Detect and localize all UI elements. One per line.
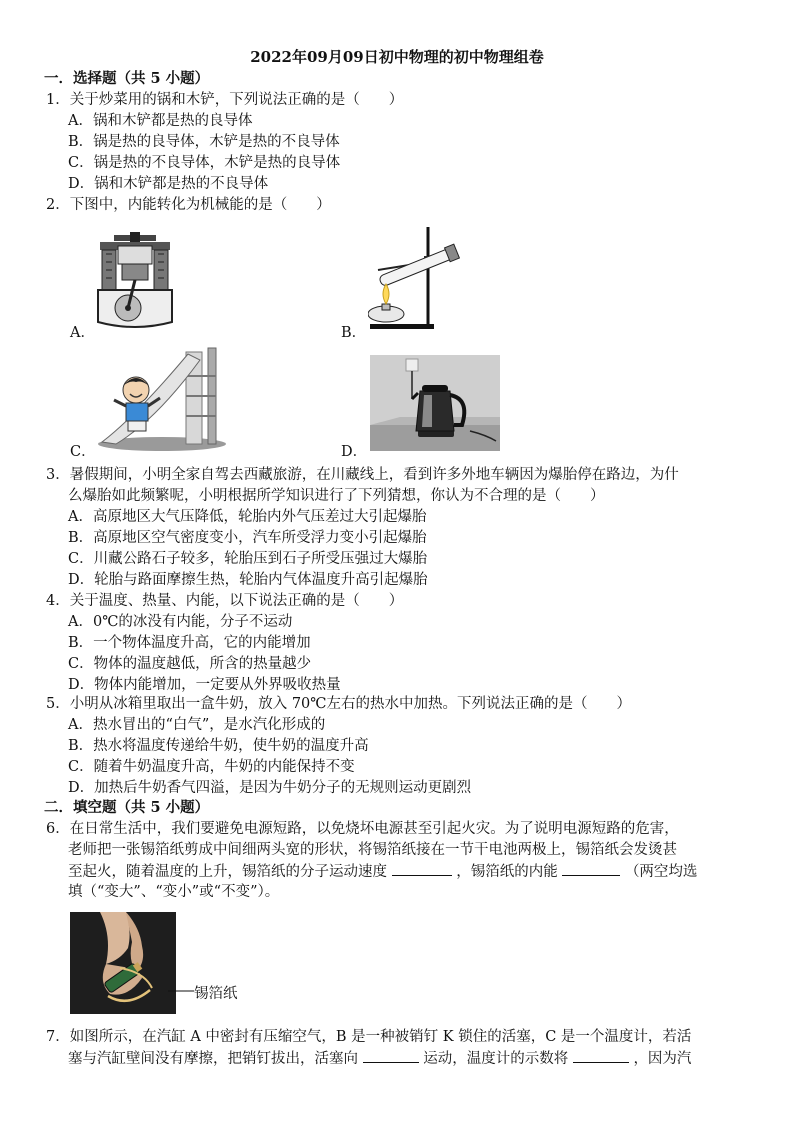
q3-stem-line2: 么爆胎如此频繁呢，小明根据所学知识进行了下列猜想，你认为不合理的是（ ）: [68, 488, 605, 504]
q3-option-a: A．高原地区大气压降低，轮胎内外气压差过大引起爆胎: [68, 509, 427, 525]
q4-option-c: C．物体的温度越低，所含的热量越少: [68, 656, 312, 672]
section-fill-heading: 二．填空题（共 5 小题）: [44, 799, 210, 816]
q2-label-b: B．: [341, 325, 367, 341]
q1-option-b: B．锅是热的良导体，木铲是热的不良导体: [68, 134, 340, 150]
engine-cylinder-figure: [92, 232, 178, 330]
q3-option-b: B．高原地区空气密度变小，汽车所受浮力变小引起爆胎: [68, 530, 427, 546]
tin-foil-battery-photo: [70, 912, 176, 1014]
q7-line2: [68, 1048, 691, 1069]
slide-child-figure: [96, 346, 230, 452]
q2-label-c: C．: [70, 444, 96, 460]
q4-option-d: D．物体内能增加，一定要从外界吸收热量: [68, 677, 341, 693]
q7-line2-part1: 塞与汽缸壁间没有摩擦，把销钉拔出，活塞向: [68, 1051, 358, 1067]
q6-line3-part1: 至起火，随着温度的上升，锡箔纸的分子运动速度: [68, 864, 387, 880]
q6-blank-1[interactable]: [392, 861, 452, 876]
q3-option-d: D．轮胎与路面摩擦生热，轮胎内气体温度升高引起爆胎: [68, 572, 428, 588]
q5-option-b: B．热水将温度传递给牛奶，使牛奶的温度升高: [68, 738, 369, 754]
q2-stem: 2．下图中，内能转化为机械能的是（ ）: [46, 197, 331, 213]
q6-line1: 6．在日常生活中，我们要避免电源短路，以免烧坏电源甚至引起火灾。为了说明电源短路的危害，: [46, 821, 679, 837]
tin-foil-label: 锡箔纸: [194, 986, 238, 1002]
test-tube-stand-figure: [368, 222, 468, 332]
q6-line3: [68, 861, 697, 882]
q4-option-a: A．0℃的冰没有内能，分子不运动: [68, 614, 293, 630]
q7-line1: 7．如图所示，在汽缸 A 中密封有压缩空气，B 是一种被销钉 K 锁住的活塞，C 是一个温度计，若活: [46, 1029, 692, 1045]
q7-line2-part3: ，因为汽: [633, 1051, 692, 1067]
q7-blank-2[interactable]: [573, 1048, 629, 1063]
q3-option-c: C．川藏公路石子较多，轮胎压到石子所受压强过大爆胎: [68, 551, 428, 567]
q5-option-c: C．随着牛奶温度升高，牛奶的内能保持不变: [68, 759, 355, 775]
q6-line2: 老师把一张锡箔纸剪成中间细两头宽的形状，将锡箔纸接在一节干电池两极上，锡箔纸会发烫甚: [68, 842, 677, 858]
q5-option-a: A．热水冒出的“白气”，是水汽化形成的: [68, 717, 326, 733]
q1-option-a: A．锅和木铲都是热的良导体: [68, 113, 253, 129]
page-title: 2022年09月09日初中物理的初中物理组卷: [250, 48, 544, 66]
q1-option-c: C．锅是热的不良导体，木铲是热的良导体: [68, 155, 341, 171]
q6-blank-2[interactable]: [562, 861, 620, 876]
q4-option-b: B．一个物体温度升高，它的内能增加: [68, 635, 311, 651]
q5-stem: 5．小明从冰箱里取出一盒牛奶，放入 70℃左右的热水中加热。下列说法正确的是（ ）: [46, 696, 632, 712]
q2-label-d: D．: [341, 444, 368, 460]
q7-line2-part2: 运动，温度计的示数将: [423, 1051, 569, 1067]
electric-kettle-photo: [370, 355, 500, 451]
q1-stem: 1．关于炒菜用的锅和木铲，下列说法正确的是（ ）: [46, 92, 404, 108]
q1-option-d: D．锅和木铲都是热的不良导体: [68, 176, 269, 192]
section-choice-heading: 一．选择题（共 5 小题）: [44, 70, 210, 87]
tin-foil-pointer-line: [168, 988, 194, 994]
q4-stem: 4．关于温度、热量、内能，以下说法正确的是（ ）: [46, 593, 404, 609]
q2-label-a: A．: [70, 325, 95, 341]
q3-stem-line1: 3．暑假期间，小明全家自驾去西藏旅游，在川藏线上，看到许多外地车辆因为爆胎停在路边，为什: [46, 467, 679, 483]
q6-line4: 填（“变大”、“变小”或“不变”）。: [68, 884, 280, 900]
q6-line3-part3: （两空均选: [624, 864, 698, 880]
q5-option-d: D．加热后牛奶香气四溢，是因为牛奶分子的无规则运动更剧烈: [68, 780, 472, 796]
q6-line3-part2: ，锡箔纸的内能: [456, 864, 558, 880]
q7-blank-1[interactable]: [363, 1048, 419, 1063]
